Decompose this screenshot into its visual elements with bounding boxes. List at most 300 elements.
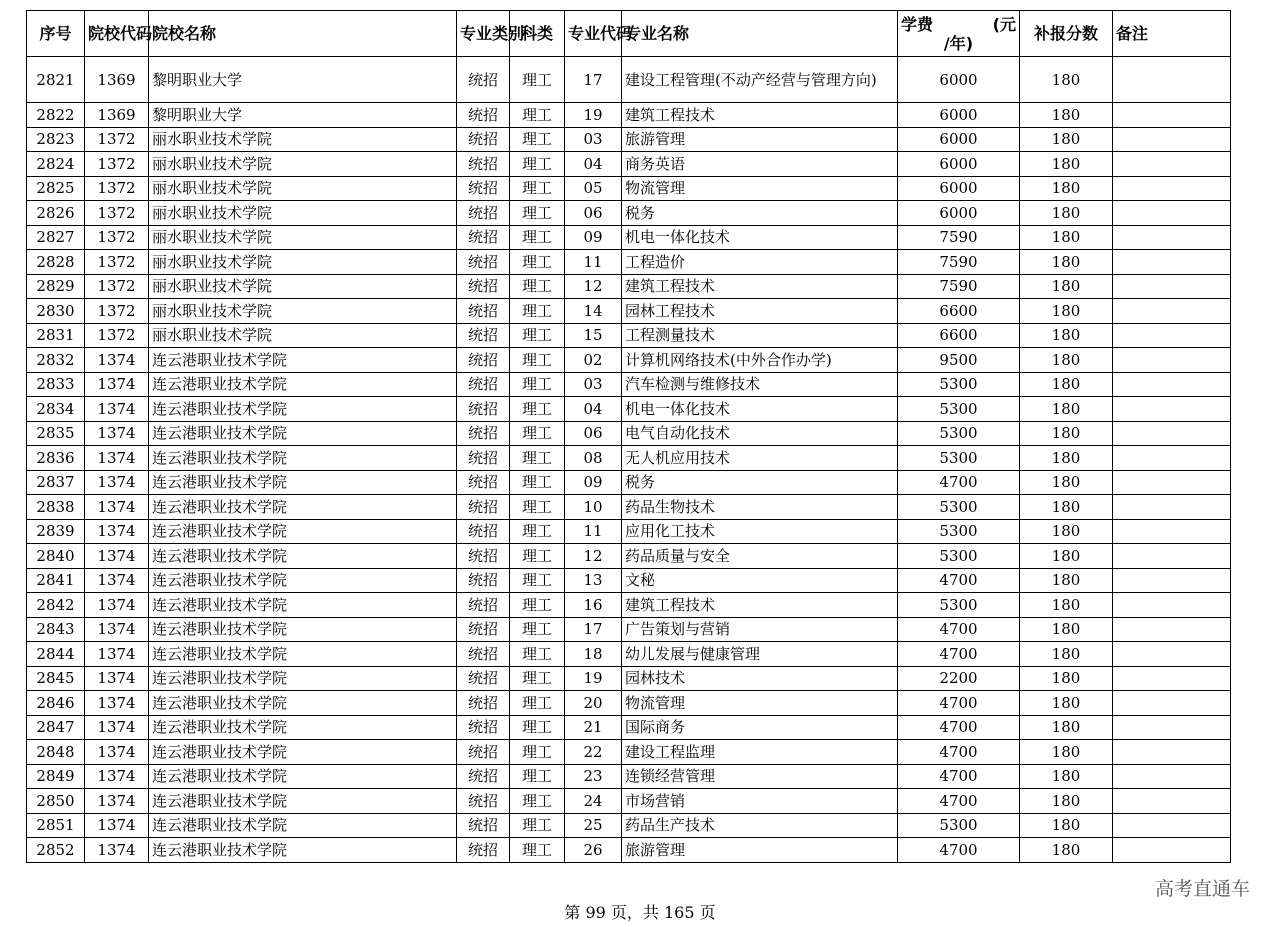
cell-note bbox=[1113, 103, 1231, 128]
cell-school-name: 连云港职业技术学院 bbox=[149, 568, 457, 593]
cell-major-name: 建设工程监理 bbox=[622, 740, 898, 765]
cell-subject: 理工 bbox=[510, 813, 565, 838]
cell-fee: 4700 bbox=[898, 764, 1020, 789]
table-row bbox=[27, 593, 1231, 618]
header-note: 备注 bbox=[1113, 11, 1231, 57]
cell-note bbox=[1113, 274, 1231, 299]
table-row bbox=[27, 715, 1231, 740]
cell-score: 180 bbox=[1020, 740, 1113, 765]
table-row bbox=[27, 568, 1231, 593]
cell-school-code: 1369 bbox=[85, 57, 149, 103]
cell-note bbox=[1113, 715, 1231, 740]
page-footer: 第 99 页，共 165 页 bbox=[564, 903, 716, 922]
cell-subject: 理工 bbox=[510, 176, 565, 201]
cell-major-code: 12 bbox=[565, 274, 622, 299]
table-row bbox=[27, 495, 1231, 520]
cell-seq: 2840 bbox=[27, 544, 85, 569]
table-row bbox=[27, 250, 1231, 275]
header-row bbox=[27, 11, 1231, 57]
cell-seq: 2850 bbox=[27, 789, 85, 814]
cell-seq: 2848 bbox=[27, 740, 85, 765]
cell-fee: 7590 bbox=[898, 250, 1020, 275]
cell-major-code: 11 bbox=[565, 250, 622, 275]
cell-fee: 4700 bbox=[898, 617, 1020, 642]
table-row bbox=[27, 740, 1231, 765]
cell-note bbox=[1113, 446, 1231, 471]
cell-seq: 2830 bbox=[27, 299, 85, 324]
cell-fee: 7590 bbox=[898, 274, 1020, 299]
cell-school-name: 连云港职业技术学院 bbox=[149, 617, 457, 642]
cell-note bbox=[1113, 544, 1231, 569]
table-row bbox=[27, 421, 1231, 446]
cell-subject: 理工 bbox=[510, 593, 565, 618]
cell-seq: 2825 bbox=[27, 176, 85, 201]
cell-score: 180 bbox=[1020, 789, 1113, 814]
header-school-name: 院校名称 bbox=[149, 11, 457, 57]
cell-score: 180 bbox=[1020, 323, 1113, 348]
cell-note bbox=[1113, 348, 1231, 373]
table-row bbox=[27, 764, 1231, 789]
cell-school-name: 连云港职业技术学院 bbox=[149, 838, 457, 863]
table-row bbox=[27, 544, 1231, 569]
cell-school-name: 黎明职业大学 bbox=[149, 57, 457, 103]
cell-seq: 2845 bbox=[27, 666, 85, 691]
cell-major-type: 统招 bbox=[457, 274, 510, 299]
cell-major-name: 药品质量与安全 bbox=[622, 544, 898, 569]
table-row bbox=[27, 519, 1231, 544]
cell-note bbox=[1113, 250, 1231, 275]
cell-major-code: 17 bbox=[565, 57, 622, 103]
cell-note bbox=[1113, 127, 1231, 152]
cell-seq: 2846 bbox=[27, 691, 85, 716]
cell-major-type: 统招 bbox=[457, 348, 510, 373]
table-row bbox=[27, 372, 1231, 397]
cell-school-code: 1374 bbox=[85, 666, 149, 691]
cell-note bbox=[1113, 568, 1231, 593]
cell-note bbox=[1113, 225, 1231, 250]
table-row bbox=[27, 617, 1231, 642]
cell-major-code: 20 bbox=[565, 691, 622, 716]
cell-school-code: 1374 bbox=[85, 838, 149, 863]
cell-fee: 4700 bbox=[898, 642, 1020, 667]
cell-score: 180 bbox=[1020, 57, 1113, 103]
cell-school-code: 1374 bbox=[85, 568, 149, 593]
cell-note bbox=[1113, 519, 1231, 544]
cell-major-code: 26 bbox=[565, 838, 622, 863]
cell-fee: 5300 bbox=[898, 446, 1020, 471]
cell-major-name: 无人机应用技术 bbox=[622, 446, 898, 471]
cell-school-name: 丽水职业技术学院 bbox=[149, 225, 457, 250]
cell-major-code: 12 bbox=[565, 544, 622, 569]
cell-major-type: 统招 bbox=[457, 127, 510, 152]
cell-school-name: 丽水职业技术学院 bbox=[149, 176, 457, 201]
table-row bbox=[27, 103, 1231, 128]
table-row bbox=[27, 176, 1231, 201]
cell-major-type: 统招 bbox=[457, 666, 510, 691]
cell-subject: 理工 bbox=[510, 470, 565, 495]
cell-major-type: 统招 bbox=[457, 813, 510, 838]
cell-seq: 2842 bbox=[27, 593, 85, 618]
cell-school-name: 连云港职业技术学院 bbox=[149, 372, 457, 397]
cell-major-type: 统招 bbox=[457, 642, 510, 667]
cell-fee: 5300 bbox=[898, 495, 1020, 520]
cell-major-name: 园林工程技术 bbox=[622, 299, 898, 324]
table-row bbox=[27, 642, 1231, 667]
cell-fee: 6600 bbox=[898, 323, 1020, 348]
cell-major-type: 统招 bbox=[457, 715, 510, 740]
cell-seq: 2843 bbox=[27, 617, 85, 642]
cell-school-code: 1372 bbox=[85, 299, 149, 324]
cell-note bbox=[1113, 372, 1231, 397]
cell-subject: 理工 bbox=[510, 642, 565, 667]
cell-score: 180 bbox=[1020, 544, 1113, 569]
cell-major-type: 统招 bbox=[457, 372, 510, 397]
cell-score: 180 bbox=[1020, 372, 1113, 397]
table-row bbox=[27, 446, 1231, 471]
cell-score: 180 bbox=[1020, 813, 1113, 838]
cell-seq: 2828 bbox=[27, 250, 85, 275]
cell-seq: 2838 bbox=[27, 495, 85, 520]
cell-school-name: 黎明职业大学 bbox=[149, 103, 457, 128]
cell-major-name: 电气自动化技术 bbox=[622, 421, 898, 446]
cell-subject: 理工 bbox=[510, 299, 565, 324]
header-fee-unit-bottom: /年) bbox=[943, 33, 974, 53]
cell-subject: 理工 bbox=[510, 201, 565, 226]
table-row bbox=[27, 838, 1231, 863]
cell-subject: 理工 bbox=[510, 225, 565, 250]
cell-major-name: 物流管理 bbox=[622, 691, 898, 716]
cell-fee: 5300 bbox=[898, 544, 1020, 569]
cell-school-name: 连云港职业技术学院 bbox=[149, 544, 457, 569]
cell-seq: 2849 bbox=[27, 764, 85, 789]
cell-seq: 2822 bbox=[27, 103, 85, 128]
cell-major-code: 19 bbox=[565, 666, 622, 691]
cell-fee: 4700 bbox=[898, 715, 1020, 740]
cell-note bbox=[1113, 57, 1231, 103]
cell-subject: 理工 bbox=[510, 421, 565, 446]
cell-school-code: 1374 bbox=[85, 397, 149, 422]
cell-major-type: 统招 bbox=[457, 495, 510, 520]
cell-note bbox=[1113, 617, 1231, 642]
cell-major-code: 09 bbox=[565, 225, 622, 250]
cell-major-type: 统招 bbox=[457, 470, 510, 495]
table-row bbox=[27, 201, 1231, 226]
cell-subject: 理工 bbox=[510, 838, 565, 863]
watermark-text: 高考直通车 bbox=[1154, 878, 1250, 900]
cell-major-type: 统招 bbox=[457, 299, 510, 324]
cell-major-type: 统招 bbox=[457, 838, 510, 863]
cell-major-type: 统招 bbox=[457, 176, 510, 201]
cell-fee: 4700 bbox=[898, 740, 1020, 765]
cell-major-type: 统招 bbox=[457, 201, 510, 226]
cell-note bbox=[1113, 323, 1231, 348]
cell-fee: 6000 bbox=[898, 57, 1020, 103]
table-row bbox=[27, 348, 1231, 373]
cell-major-code: 19 bbox=[565, 103, 622, 128]
cell-fee: 6000 bbox=[898, 176, 1020, 201]
cell-subject: 理工 bbox=[510, 152, 565, 177]
cell-major-type: 统招 bbox=[457, 568, 510, 593]
cell-school-code: 1374 bbox=[85, 446, 149, 471]
cell-fee: 5300 bbox=[898, 397, 1020, 422]
cell-school-code: 1374 bbox=[85, 764, 149, 789]
cell-score: 180 bbox=[1020, 715, 1113, 740]
cell-subject: 理工 bbox=[510, 691, 565, 716]
header-major-name: 专业名称 bbox=[622, 11, 898, 57]
cell-major-name: 机电一体化技术 bbox=[622, 397, 898, 422]
cell-major-name: 物流管理 bbox=[622, 176, 898, 201]
header-fee-label: 学费 bbox=[901, 14, 934, 34]
cell-score: 180 bbox=[1020, 421, 1113, 446]
header-school-code: 院校代码 bbox=[85, 11, 149, 57]
cell-major-type: 统招 bbox=[457, 57, 510, 103]
cell-major-code: 21 bbox=[565, 715, 622, 740]
cell-score: 180 bbox=[1020, 495, 1113, 520]
cell-school-code: 1372 bbox=[85, 176, 149, 201]
cell-seq: 2836 bbox=[27, 446, 85, 471]
cell-note bbox=[1113, 838, 1231, 863]
cell-note bbox=[1113, 764, 1231, 789]
cell-fee: 6000 bbox=[898, 152, 1020, 177]
table-row bbox=[27, 152, 1231, 177]
cell-seq: 2823 bbox=[27, 127, 85, 152]
cell-score: 180 bbox=[1020, 764, 1113, 789]
cell-score: 180 bbox=[1020, 397, 1113, 422]
table-row bbox=[27, 57, 1231, 103]
cell-major-code: 25 bbox=[565, 813, 622, 838]
cell-seq: 2851 bbox=[27, 813, 85, 838]
cell-subject: 理工 bbox=[510, 372, 565, 397]
table-row bbox=[27, 691, 1231, 716]
cell-major-type: 统招 bbox=[457, 152, 510, 177]
cell-major-code: 11 bbox=[565, 519, 622, 544]
cell-school-code: 1372 bbox=[85, 201, 149, 226]
cell-school-code: 1372 bbox=[85, 250, 149, 275]
cell-subject: 理工 bbox=[510, 397, 565, 422]
cell-score: 180 bbox=[1020, 250, 1113, 275]
cell-subject: 理工 bbox=[510, 348, 565, 373]
cell-note bbox=[1113, 421, 1231, 446]
cell-subject: 理工 bbox=[510, 617, 565, 642]
cell-score: 180 bbox=[1020, 348, 1113, 373]
cell-major-code: 15 bbox=[565, 323, 622, 348]
cell-major-type: 统招 bbox=[457, 593, 510, 618]
cell-subject: 理工 bbox=[510, 568, 565, 593]
cell-major-name: 汽车检测与维修技术 bbox=[622, 372, 898, 397]
cell-school-name: 连云港职业技术学院 bbox=[149, 642, 457, 667]
cell-seq: 2847 bbox=[27, 715, 85, 740]
cell-score: 180 bbox=[1020, 103, 1113, 128]
cell-score: 180 bbox=[1020, 568, 1113, 593]
cell-fee: 5300 bbox=[898, 519, 1020, 544]
cell-score: 180 bbox=[1020, 152, 1113, 177]
cell-major-name: 商务英语 bbox=[622, 152, 898, 177]
cell-major-code: 06 bbox=[565, 421, 622, 446]
cell-major-name: 应用化工技术 bbox=[622, 519, 898, 544]
cell-school-name: 连云港职业技术学院 bbox=[149, 470, 457, 495]
cell-score: 180 bbox=[1020, 225, 1113, 250]
cell-school-name: 连云港职业技术学院 bbox=[149, 397, 457, 422]
cell-school-name: 连云港职业技术学院 bbox=[149, 519, 457, 544]
cell-major-name: 广告策划与营销 bbox=[622, 617, 898, 642]
admissions-table bbox=[26, 10, 1231, 863]
cell-school-name: 丽水职业技术学院 bbox=[149, 201, 457, 226]
cell-fee: 2200 bbox=[898, 666, 1020, 691]
cell-major-name: 园林技术 bbox=[622, 666, 898, 691]
cell-school-code: 1374 bbox=[85, 495, 149, 520]
cell-note bbox=[1113, 470, 1231, 495]
cell-note bbox=[1113, 495, 1231, 520]
cell-school-code: 1372 bbox=[85, 127, 149, 152]
table-row bbox=[27, 470, 1231, 495]
cell-note bbox=[1113, 666, 1231, 691]
table-row bbox=[27, 274, 1231, 299]
cell-seq: 2841 bbox=[27, 568, 85, 593]
cell-score: 180 bbox=[1020, 446, 1113, 471]
cell-major-name: 建筑工程技术 bbox=[622, 103, 898, 128]
cell-major-name: 税务 bbox=[622, 201, 898, 226]
cell-major-code: 17 bbox=[565, 617, 622, 642]
cell-school-name: 连云港职业技术学院 bbox=[149, 593, 457, 618]
cell-subject: 理工 bbox=[510, 764, 565, 789]
cell-fee: 4700 bbox=[898, 691, 1020, 716]
cell-seq: 2832 bbox=[27, 348, 85, 373]
cell-school-code: 1374 bbox=[85, 642, 149, 667]
cell-major-name: 税务 bbox=[622, 470, 898, 495]
cell-school-code: 1372 bbox=[85, 152, 149, 177]
cell-seq: 2852 bbox=[27, 838, 85, 863]
cell-score: 180 bbox=[1020, 593, 1113, 618]
cell-school-name: 连云港职业技术学院 bbox=[149, 666, 457, 691]
cell-school-code: 1369 bbox=[85, 103, 149, 128]
cell-major-code: 10 bbox=[565, 495, 622, 520]
cell-subject: 理工 bbox=[510, 103, 565, 128]
cell-school-code: 1374 bbox=[85, 421, 149, 446]
header-subject: 科类 bbox=[510, 11, 565, 57]
cell-major-type: 统招 bbox=[457, 323, 510, 348]
cell-major-code: 18 bbox=[565, 642, 622, 667]
cell-school-code: 1372 bbox=[85, 225, 149, 250]
cell-score: 180 bbox=[1020, 691, 1113, 716]
cell-school-code: 1374 bbox=[85, 813, 149, 838]
cell-school-name: 连云港职业技术学院 bbox=[149, 691, 457, 716]
cell-major-code: 09 bbox=[565, 470, 622, 495]
cell-school-code: 1374 bbox=[85, 593, 149, 618]
cell-major-name: 建筑工程技术 bbox=[622, 593, 898, 618]
cell-school-code: 1374 bbox=[85, 715, 149, 740]
cell-major-code: 22 bbox=[565, 740, 622, 765]
cell-major-code: 04 bbox=[565, 152, 622, 177]
cell-subject: 理工 bbox=[510, 274, 565, 299]
table-row bbox=[27, 225, 1231, 250]
cell-fee: 5300 bbox=[898, 813, 1020, 838]
cell-seq: 2835 bbox=[27, 421, 85, 446]
cell-seq: 2839 bbox=[27, 519, 85, 544]
cell-seq: 2821 bbox=[27, 57, 85, 103]
header-major-type: 专业类别 bbox=[457, 11, 510, 57]
cell-score: 180 bbox=[1020, 201, 1113, 226]
cell-major-type: 统招 bbox=[457, 617, 510, 642]
cell-note bbox=[1113, 740, 1231, 765]
cell-major-code: 23 bbox=[565, 764, 622, 789]
cell-major-code: 02 bbox=[565, 348, 622, 373]
cell-major-type: 统招 bbox=[457, 789, 510, 814]
cell-school-name: 连云港职业技术学院 bbox=[149, 715, 457, 740]
header-fee-unit-top: (元 bbox=[992, 14, 1016, 34]
cell-major-name: 文秘 bbox=[622, 568, 898, 593]
cell-major-name: 工程造价 bbox=[622, 250, 898, 275]
header-major-code: 专业代码 bbox=[565, 11, 622, 57]
cell-seq: 2833 bbox=[27, 372, 85, 397]
cell-note bbox=[1113, 299, 1231, 324]
cell-major-name: 幼儿发展与健康管理 bbox=[622, 642, 898, 667]
cell-subject: 理工 bbox=[510, 715, 565, 740]
cell-score: 180 bbox=[1020, 127, 1113, 152]
cell-score: 180 bbox=[1020, 519, 1113, 544]
cell-score: 180 bbox=[1020, 274, 1113, 299]
cell-school-code: 1374 bbox=[85, 470, 149, 495]
cell-major-code: 04 bbox=[565, 397, 622, 422]
header-fee bbox=[898, 11, 1020, 57]
cell-school-name: 丽水职业技术学院 bbox=[149, 323, 457, 348]
cell-seq: 2837 bbox=[27, 470, 85, 495]
cell-school-code: 1374 bbox=[85, 740, 149, 765]
cell-major-type: 统招 bbox=[457, 740, 510, 765]
cell-major-code: 03 bbox=[565, 372, 622, 397]
cell-major-name: 国际商务 bbox=[622, 715, 898, 740]
cell-school-name: 丽水职业技术学院 bbox=[149, 299, 457, 324]
cell-seq: 2827 bbox=[27, 225, 85, 250]
cell-major-name: 建设工程管理(不动产经营与管理方向) bbox=[622, 57, 898, 103]
cell-fee: 5300 bbox=[898, 372, 1020, 397]
table-row bbox=[27, 789, 1231, 814]
cell-major-code: 24 bbox=[565, 789, 622, 814]
cell-school-name: 连云港职业技术学院 bbox=[149, 348, 457, 373]
cell-subject: 理工 bbox=[510, 519, 565, 544]
cell-subject: 理工 bbox=[510, 323, 565, 348]
cell-major-name: 计算机网络技术(中外合作办学) bbox=[622, 348, 898, 373]
cell-major-type: 统招 bbox=[457, 250, 510, 275]
cell-seq: 2829 bbox=[27, 274, 85, 299]
cell-fee: 7590 bbox=[898, 225, 1020, 250]
cell-school-name: 丽水职业技术学院 bbox=[149, 127, 457, 152]
cell-subject: 理工 bbox=[510, 495, 565, 520]
table-row bbox=[27, 666, 1231, 691]
cell-major-code: 05 bbox=[565, 176, 622, 201]
table-row bbox=[27, 813, 1231, 838]
cell-seq: 2826 bbox=[27, 201, 85, 226]
cell-major-type: 统招 bbox=[457, 421, 510, 446]
cell-school-code: 1372 bbox=[85, 274, 149, 299]
cell-fee: 5300 bbox=[898, 593, 1020, 618]
cell-score: 180 bbox=[1020, 838, 1113, 863]
cell-fee: 4700 bbox=[898, 470, 1020, 495]
cell-major-type: 统招 bbox=[457, 397, 510, 422]
cell-subject: 理工 bbox=[510, 127, 565, 152]
cell-note bbox=[1113, 593, 1231, 618]
cell-seq: 2824 bbox=[27, 152, 85, 177]
cell-school-code: 1374 bbox=[85, 348, 149, 373]
table-row bbox=[27, 299, 1231, 324]
cell-fee: 6000 bbox=[898, 127, 1020, 152]
cell-major-code: 03 bbox=[565, 127, 622, 152]
cell-score: 180 bbox=[1020, 470, 1113, 495]
cell-note bbox=[1113, 201, 1231, 226]
cell-school-name: 连云港职业技术学院 bbox=[149, 789, 457, 814]
table-row bbox=[27, 127, 1231, 152]
cell-fee: 5300 bbox=[898, 421, 1020, 446]
cell-school-code: 1374 bbox=[85, 372, 149, 397]
